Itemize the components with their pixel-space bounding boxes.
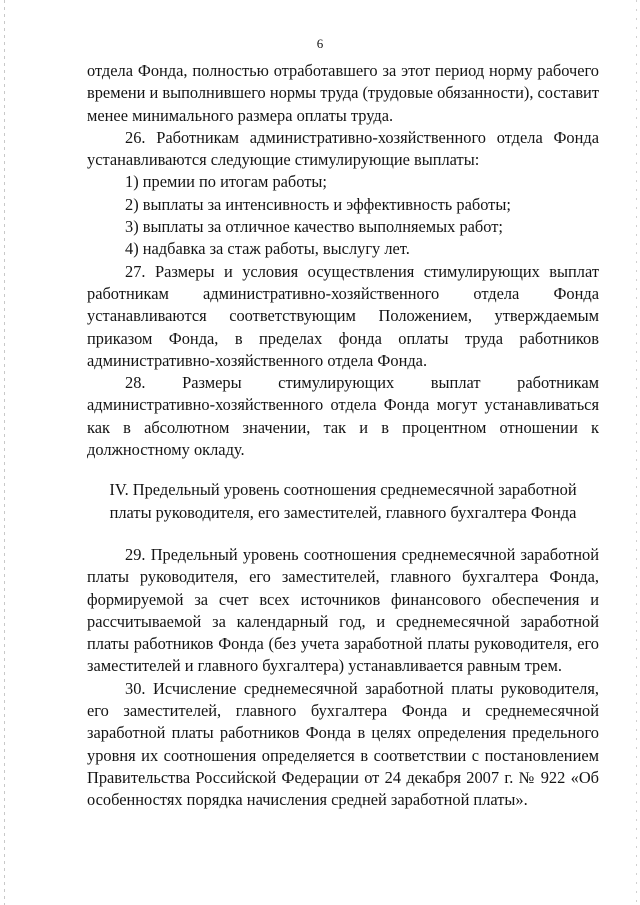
document-body [87, 60, 599, 812]
scan-edge-right [636, 0, 637, 905]
paragraph-30: 30. Исчисление среднемесячной заработной платы руководителя, его заместителей, главного бухгалтера Фонда и среднемесячной заработной платы работников Фонда в целях определения предельного уровня их соотношения определяется в соответствии с постановлением Правительства Российской Федерации от 24 декабря 2007 г. № 922 «Об особенностях порядка начисления средней заработной платы». [87, 678, 599, 810]
section-heading: IV. Предельный уровень соотношения среднемесячной заработной платы руководителя, его заместителей, главного бухгалтера Фонда [109, 480, 577, 522]
list-item: 4) надбавка за стаж работы, выслугу лет. [125, 239, 410, 259]
scan-edge-left [4, 0, 5, 905]
paragraph-26: 26. Работникам административно-хозяйственного отдела Фонда устанавливаются следующие стимулирующие выплаты: [87, 127, 599, 170]
page-number: 6 [316, 36, 324, 51]
paragraph-28: 28. Размеры стимулирующих выплат работникам административно-хозяйственного отдела Фонда могут устанавливаться как в абсолютном значении, так и в процентном отношении к должностному окладу. [87, 373, 599, 460]
list-item: 1) премии по итогам работы; [125, 172, 327, 192]
list-item: 3) выплаты за отличное качество выполняемых работ; [125, 217, 503, 237]
paragraph-29: 29. Предельный уровень соотношения среднемесячной заработной платы руководителя, его заместителей, главного бухгалтера Фонда, формируемой за счет всех источников финансового обеспечения и рассчитываемой за календарный год, и среднемесячной заработной платы работников Фонда (без учета заработной платы руководителя, его заместителей и главного бухгалтера) устанавливается равным трем. [87, 544, 599, 676]
paragraph-27: 27. Размеры и условия осуществления стимулирующих выплат работникам административно-хозяйственного отдела Фонда устанавливаются соответствующим Положением, утверждаемым приказом Фонда, в пределах фонда оплаты труда работников административно-хозяйственного отдела Фонда. [87, 261, 599, 370]
list-item: 2) выплаты за интенсивность и эффективность работы; [125, 194, 511, 214]
paragraph-continuation: отдела Фонда, полностью отработавшего за этот период норму рабочего времени и выполнившего нормы труда (трудовые обязанности), составит менее минимального размера оплаты труда. [87, 61, 599, 125]
